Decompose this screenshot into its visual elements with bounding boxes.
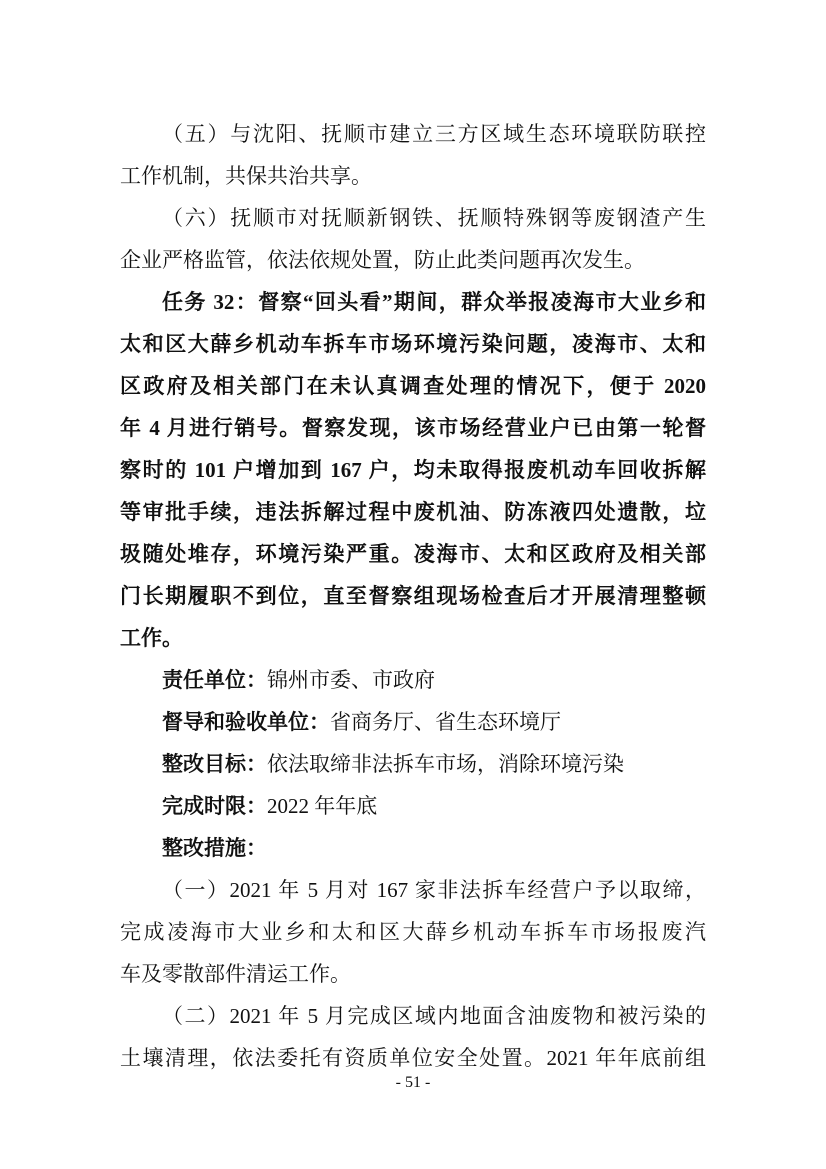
text-line: 区政府及相关部门在未认真调查处理的情况下，便于 2020 — [120, 374, 706, 398]
page-number: - 51 - — [395, 1074, 431, 1091]
paragraph — [120, 281, 706, 659]
text-line: 年 4 月进行销号。督察发现，该市场经营业户已由第一轮督 — [120, 416, 706, 440]
text-line: 圾随处堆存，环境污染严重。凌海市、太和区政府及相关部 — [120, 542, 706, 566]
field-row — [120, 701, 706, 743]
field-value: 锦州市委、市政府 — [267, 668, 435, 692]
field-label: 整改措施： — [162, 836, 267, 860]
field-value: 2022 年年底 — [267, 794, 378, 818]
text-line: 等审批手续，违法拆解过程中废机油、防冻液四处遗散，垃 — [120, 500, 706, 524]
text-line: （一）2021 年 5 月对 167 家非法拆车经营户予以取缔， — [162, 878, 706, 902]
text-line: 察时的 101 户增加到 167 户，均未取得报废机动车回收拆解 — [120, 458, 706, 482]
text-line: （六）抚顺市对抚顺新钢铁、抚顺特殊钢等废钢渣产生 — [162, 206, 706, 230]
field-row — [120, 827, 706, 869]
field-row — [120, 785, 706, 827]
field-label: 完成时限： — [162, 794, 267, 818]
document-body — [120, 113, 706, 1079]
field-row — [120, 659, 706, 701]
field-label: 督导和验收单位： — [162, 710, 330, 734]
text-line: 工作机制，共保共治共享。 — [120, 164, 372, 188]
text-line: 太和区大薛乡机动车拆车市场环境污染问题，凌海市、太和 — [120, 332, 706, 356]
text-line: 企业严格监管，依法依规处置，防止此类问题再次发生。 — [120, 248, 645, 272]
measure-paragraph — [120, 995, 706, 1079]
field-row — [120, 743, 706, 785]
paragraph — [120, 197, 706, 281]
paragraph — [120, 113, 706, 197]
text-line: 工作。 — [120, 626, 183, 650]
text-line: （二）2021 年 5 月完成区域内地面含油废物和被污染的 — [162, 1004, 706, 1028]
text-line: 车及零散部件清运工作。 — [120, 962, 351, 986]
text-line: 土壤清理，依法委托有资质单位安全处置。2021 年年底前组 — [120, 1046, 706, 1070]
field-value: 依法取缔非法拆车市场，消除环境污染 — [267, 752, 624, 776]
field-value: 省商务厅、省生态环境厅 — [330, 710, 561, 734]
field-label: 整改目标： — [162, 752, 267, 776]
field-label: 责任单位： — [162, 668, 267, 692]
text-line: 任务 32：督察“回头看”期间，群众举报凌海市大业乡和 — [162, 290, 706, 314]
measure-paragraph — [120, 869, 706, 995]
text-line: 门长期履职不到位，直至督察组现场检查后才开展清理整顿 — [120, 584, 706, 608]
text-line: 完成凌海市大业乡和太和区大薛乡机动车拆车市场报废汽 — [120, 920, 706, 944]
text-line: （五）与沈阳、抚顺市建立三方区域生态环境联防联控 — [162, 122, 706, 146]
